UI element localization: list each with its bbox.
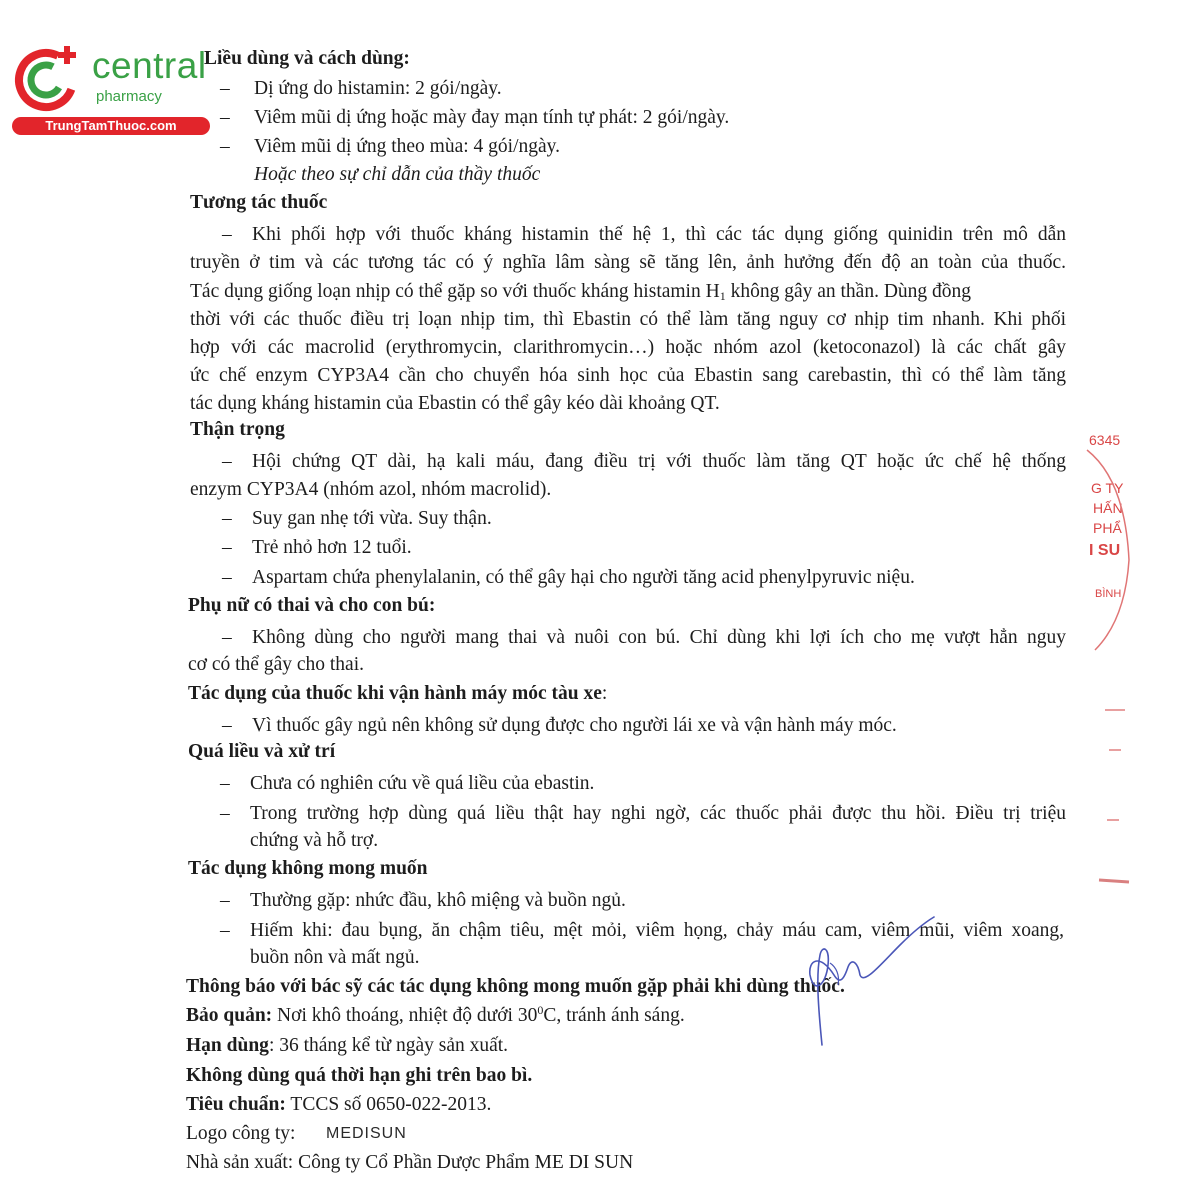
bullet-dash: – (222, 627, 232, 648)
notice-text: Thông báo với bác sỹ các tác dụng không mong muốn gặp phải khi dùng thuốc. (186, 976, 845, 997)
overdose-item: Chưa có nghiên cứu về quá liều của ebastin. (250, 773, 595, 794)
precautions-line: Hội chứng QT dài, hạ kali máu, đang điều trị với thuốc làm tăng QT hoặc ức chế hệ thống (252, 451, 1066, 472)
dosage-heading: Liều dùng và cách dùng: (204, 48, 410, 69)
pharmacy-cross-icon (12, 40, 90, 118)
logo-name: central (92, 45, 207, 86)
central-pharmacy-logo[interactable] (8, 38, 213, 138)
stamp-ring-icon (1085, 420, 1135, 900)
interactions-line: tác dụng kháng histamin của Ebastin có thể gây kéo dài khoảng QT. (190, 393, 720, 414)
pregnancy-heading: Phụ nữ có thai và cho con bú: (188, 595, 436, 616)
stamp-text: I SU (1089, 542, 1121, 559)
warning-text: Không dùng quá thời hạn ghi trên bao bì. (186, 1065, 533, 1086)
storage-line: Bảo quản: Nơi khô thoáng, nhiệt độ dưới $30^0C$, tránh ánh sáng. (186, 1003, 685, 1026)
overdose-item-cont: chứng và hỗ trợ. (250, 830, 379, 851)
overdose-item: Trong trường hợp dùng quá liều thật hay nghi ngờ, các thuốc phải được thu hồi. Điều trị triệu (250, 803, 1066, 824)
interactions-line-h1: Tác dụng giống loạn nhịp có thể gặp so với thuốc kháng histamin $H_1$ không gây an thần. Dùng đồng (190, 281, 972, 303)
stamp-text: PHẨ (1093, 520, 1122, 536)
signature-icon (800, 905, 940, 1050)
logo-subtitle: pharmacy (96, 88, 162, 105)
standard-line: Tiêu chuẩn: TCCS số 0650-022-2013. (186, 1094, 492, 1115)
bullet-dash: – (220, 773, 230, 794)
bullet-dash: – (222, 715, 232, 736)
company-stamp (1085, 420, 1135, 900)
precautions-line: enzym CYP3A4 (nhóm azol, nhóm macrolid). (190, 479, 552, 500)
precautions-heading: Thận trọng (190, 419, 285, 440)
expiry-line: Hạn dùng: 36 tháng kể từ ngày sản xuất. (186, 1035, 509, 1056)
dosage-note: Hoặc theo sự chỉ dẫn của thầy thuốc (254, 164, 541, 185)
manufacturer-line: Nhà sản xuất: Công ty Cổ Phần Dược Phẩm ME DI SUN (186, 1152, 634, 1173)
bullet-dash: – (220, 890, 230, 911)
bullet-dash: – (220, 920, 230, 941)
interactions-heading: Tương tác thuốc (190, 192, 328, 213)
bullet-dash: – (222, 451, 232, 472)
interactions-line: truyền ở tim và các tương tác có ý nghĩa lâm sàng sẽ tăng lên, ảnh hưởng đến độ an toàn của thuốc. (190, 252, 1066, 273)
dosage-item: Viêm mũi dị ứng hoặc mày đay mạn tính tự phát: 2 gói/ngày. (254, 107, 730, 128)
company-logo-label: Logo công ty: (186, 1123, 296, 1144)
precautions-item: Trẻ nhỏ hơn 12 tuổi. (252, 537, 412, 558)
stamp-text: G TY (1091, 480, 1124, 496)
bullet-dash: – (222, 224, 232, 245)
interactions-line: thời với các thuốc điều trị loạn nhịp tim, thì Ebastin có thể làm tăng nguy cơ nhịp tim nhanh. Khi phối (190, 309, 1066, 330)
side-effects-item: Hiếm khi: đau bụng, ăn chậm tiêu, mệt mỏi, viêm họng, chảy máu cam, viêm mũi, viêm xoang, (250, 920, 1064, 941)
interactions-line: hợp với các macrolid (erythromycin, clarithromycin…) hoặc nhóm azol (ketoconazol) là các chất gây (190, 337, 1066, 358)
interactions-line: Khi phối hợp với thuốc kháng histamin thế hệ 1, thì các tác dụng giống quinidin trên mô dẫn (252, 224, 1066, 245)
precautions-item: Aspartam chứa phenylalanin, có thể gây hại cho người tăng acid phenylpyruvic niệu. (252, 567, 915, 588)
bullet-dash: – (222, 508, 232, 529)
stamp-text: 6345 (1089, 432, 1121, 448)
bullet-dash: – (220, 803, 230, 824)
driving-heading: Tác dụng của thuốc khi vận hành máy móc tàu xe: (188, 683, 608, 704)
dosage-item: Dị ứng do histamin: 2 gói/ngày. (254, 78, 502, 99)
pregnancy-line: cơ có thể gây cho thai. (188, 654, 364, 675)
bullet-dash: – (220, 136, 230, 157)
side-effects-item-cont: buồn nôn và mất ngủ. (250, 947, 420, 968)
driving-item: Vì thuốc gây ngủ nên không sử dụng được cho người lái xe và vận hành máy móc. (252, 715, 897, 736)
precautions-item: Suy gan nhẹ tới vừa. Suy thận. (252, 508, 492, 529)
stamp-text: HẤN (1093, 500, 1123, 516)
side-effects-item: Thường gặp: nhức đầu, khô miệng và buồn ngủ. (250, 890, 626, 911)
bullet-dash: – (220, 78, 230, 99)
pregnancy-line: Không dùng cho người mang thai và nuôi con bú. Chỉ dùng khi lợi ích cho mẹ vượt hẳn nguy (252, 627, 1066, 648)
bullet-dash: – (222, 567, 232, 588)
overdose-heading: Quá liều và xử trí (188, 741, 336, 762)
bullet-dash: – (222, 537, 232, 558)
interactions-line: ức chế enzym CYP3A4 cần cho chuyển hóa sinh học của Ebastin sang carebastin, thì có thể làm tăng (190, 365, 1066, 386)
stamp-text: BÌNH (1095, 588, 1122, 600)
side-effects-heading: Tác dụng không mong muốn (188, 858, 428, 879)
logo-site-link[interactable]: TrungTamThuoc.com (12, 117, 210, 135)
dosage-item: Viêm mũi dị ứng theo mùa: 4 gói/ngày. (254, 136, 561, 157)
medisun-logo: MEDISUN (326, 1125, 407, 1142)
bullet-dash: – (220, 107, 230, 128)
